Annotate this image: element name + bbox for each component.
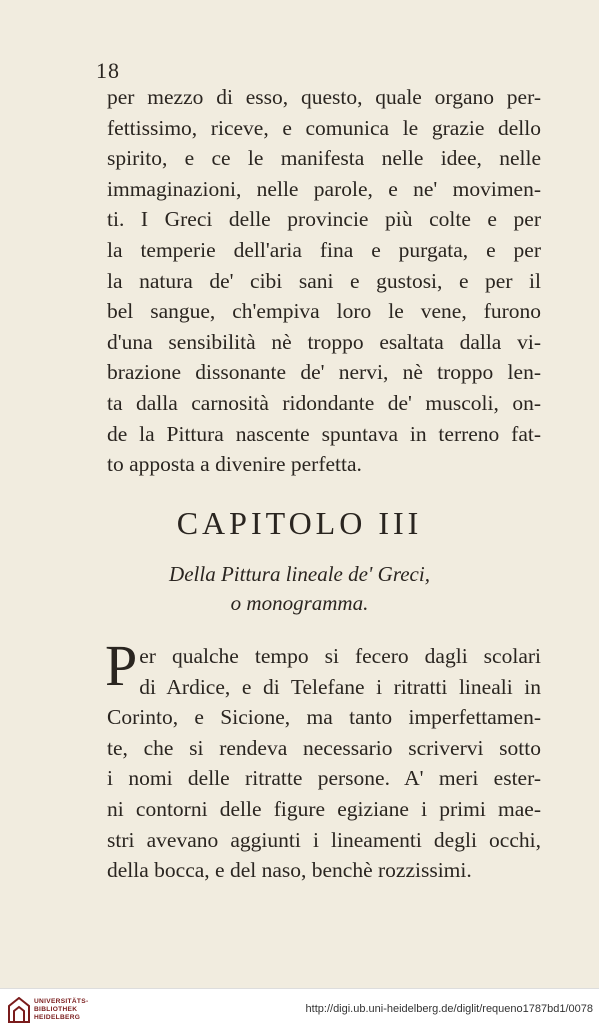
text-line: la natura de' cibi sani e gustosi, e per il: [107, 268, 541, 293]
chapter-subtitle-line-2: o monogramma.: [230, 591, 369, 615]
text-line: la temperie dell'aria fina e purgata, e per: [107, 237, 541, 262]
text-line: della bocca, e del naso, benchè rozzissimi.: [107, 858, 472, 883]
text-line: fettissimo, riceve, e comunica le grazie dello: [107, 115, 541, 140]
university-library-logo-icon: [8, 997, 30, 1023]
text-line: stri avevano aggiunti i lineamenti degli occhi,: [107, 827, 541, 852]
logo-line: UNIVERSITÄTS-: [34, 998, 89, 1005]
text-line: brazione dissonante de' nervi, nè troppo len-: [107, 360, 541, 385]
text-line: spirito, e ce le manifesta nelle idee, nelle: [107, 146, 541, 171]
library-logo-text: [34, 998, 88, 1022]
logo-line: BIBLIOTHEK: [34, 1006, 78, 1013]
drop-cap-initial: P: [105, 633, 138, 698]
text-line: per mezzo di esso, questo, quale organo per-: [107, 85, 541, 109]
chapter-heading: CAPITOLO III: [176, 505, 423, 541]
text-line: ti. I Greci delle provincie più colte e per: [107, 207, 541, 232]
text-line: te, che si rendeva necessario scrivervi sotto: [107, 735, 541, 760]
logo-line: HEIDELBERG: [34, 1014, 81, 1021]
page-number: 18: [96, 58, 120, 83]
viewer-footer: [0, 988, 599, 1032]
text-line: d'una sensibilità nè troppo esaltata dalla vi-: [107, 329, 541, 354]
text-line: Corinto, e Sicione, ma tanto imperfettamen-: [107, 705, 541, 730]
text-line: ni contorni delle figure egiziane i primi mae-: [107, 796, 541, 821]
text-line: ta dalla carnosità ridondante de' muscoli, on-: [107, 390, 541, 415]
permalink-url[interactable]: http://digi.ub.uni-heidelberg.de/diglit/requeno1787bd1/0078: [305, 1003, 593, 1015]
paragraph-2: [105, 633, 541, 886]
text-line: immaginazioni, nelle parole, e ne' movimen-: [107, 176, 541, 201]
text-line: de la Pittura nascente spuntava in terreno fat-: [107, 421, 541, 446]
text-line: bel sangue, ch'empiva loro le vene, furono: [107, 299, 541, 324]
chapter-subtitle-line-1: Della Pittura lineale de' Greci,: [169, 562, 430, 586]
paragraph-1: [107, 82, 541, 480]
text-line: di Ardice, e di Telefane i ritratti lineali in: [139, 674, 541, 699]
text-line: er qualche tempo si fecero dagli scolari: [139, 644, 541, 668]
text-line: i nomi delle ritratte persone. A' meri ester-: [107, 766, 541, 791]
text-line: to apposta a divenire perfetta.: [107, 452, 362, 477]
